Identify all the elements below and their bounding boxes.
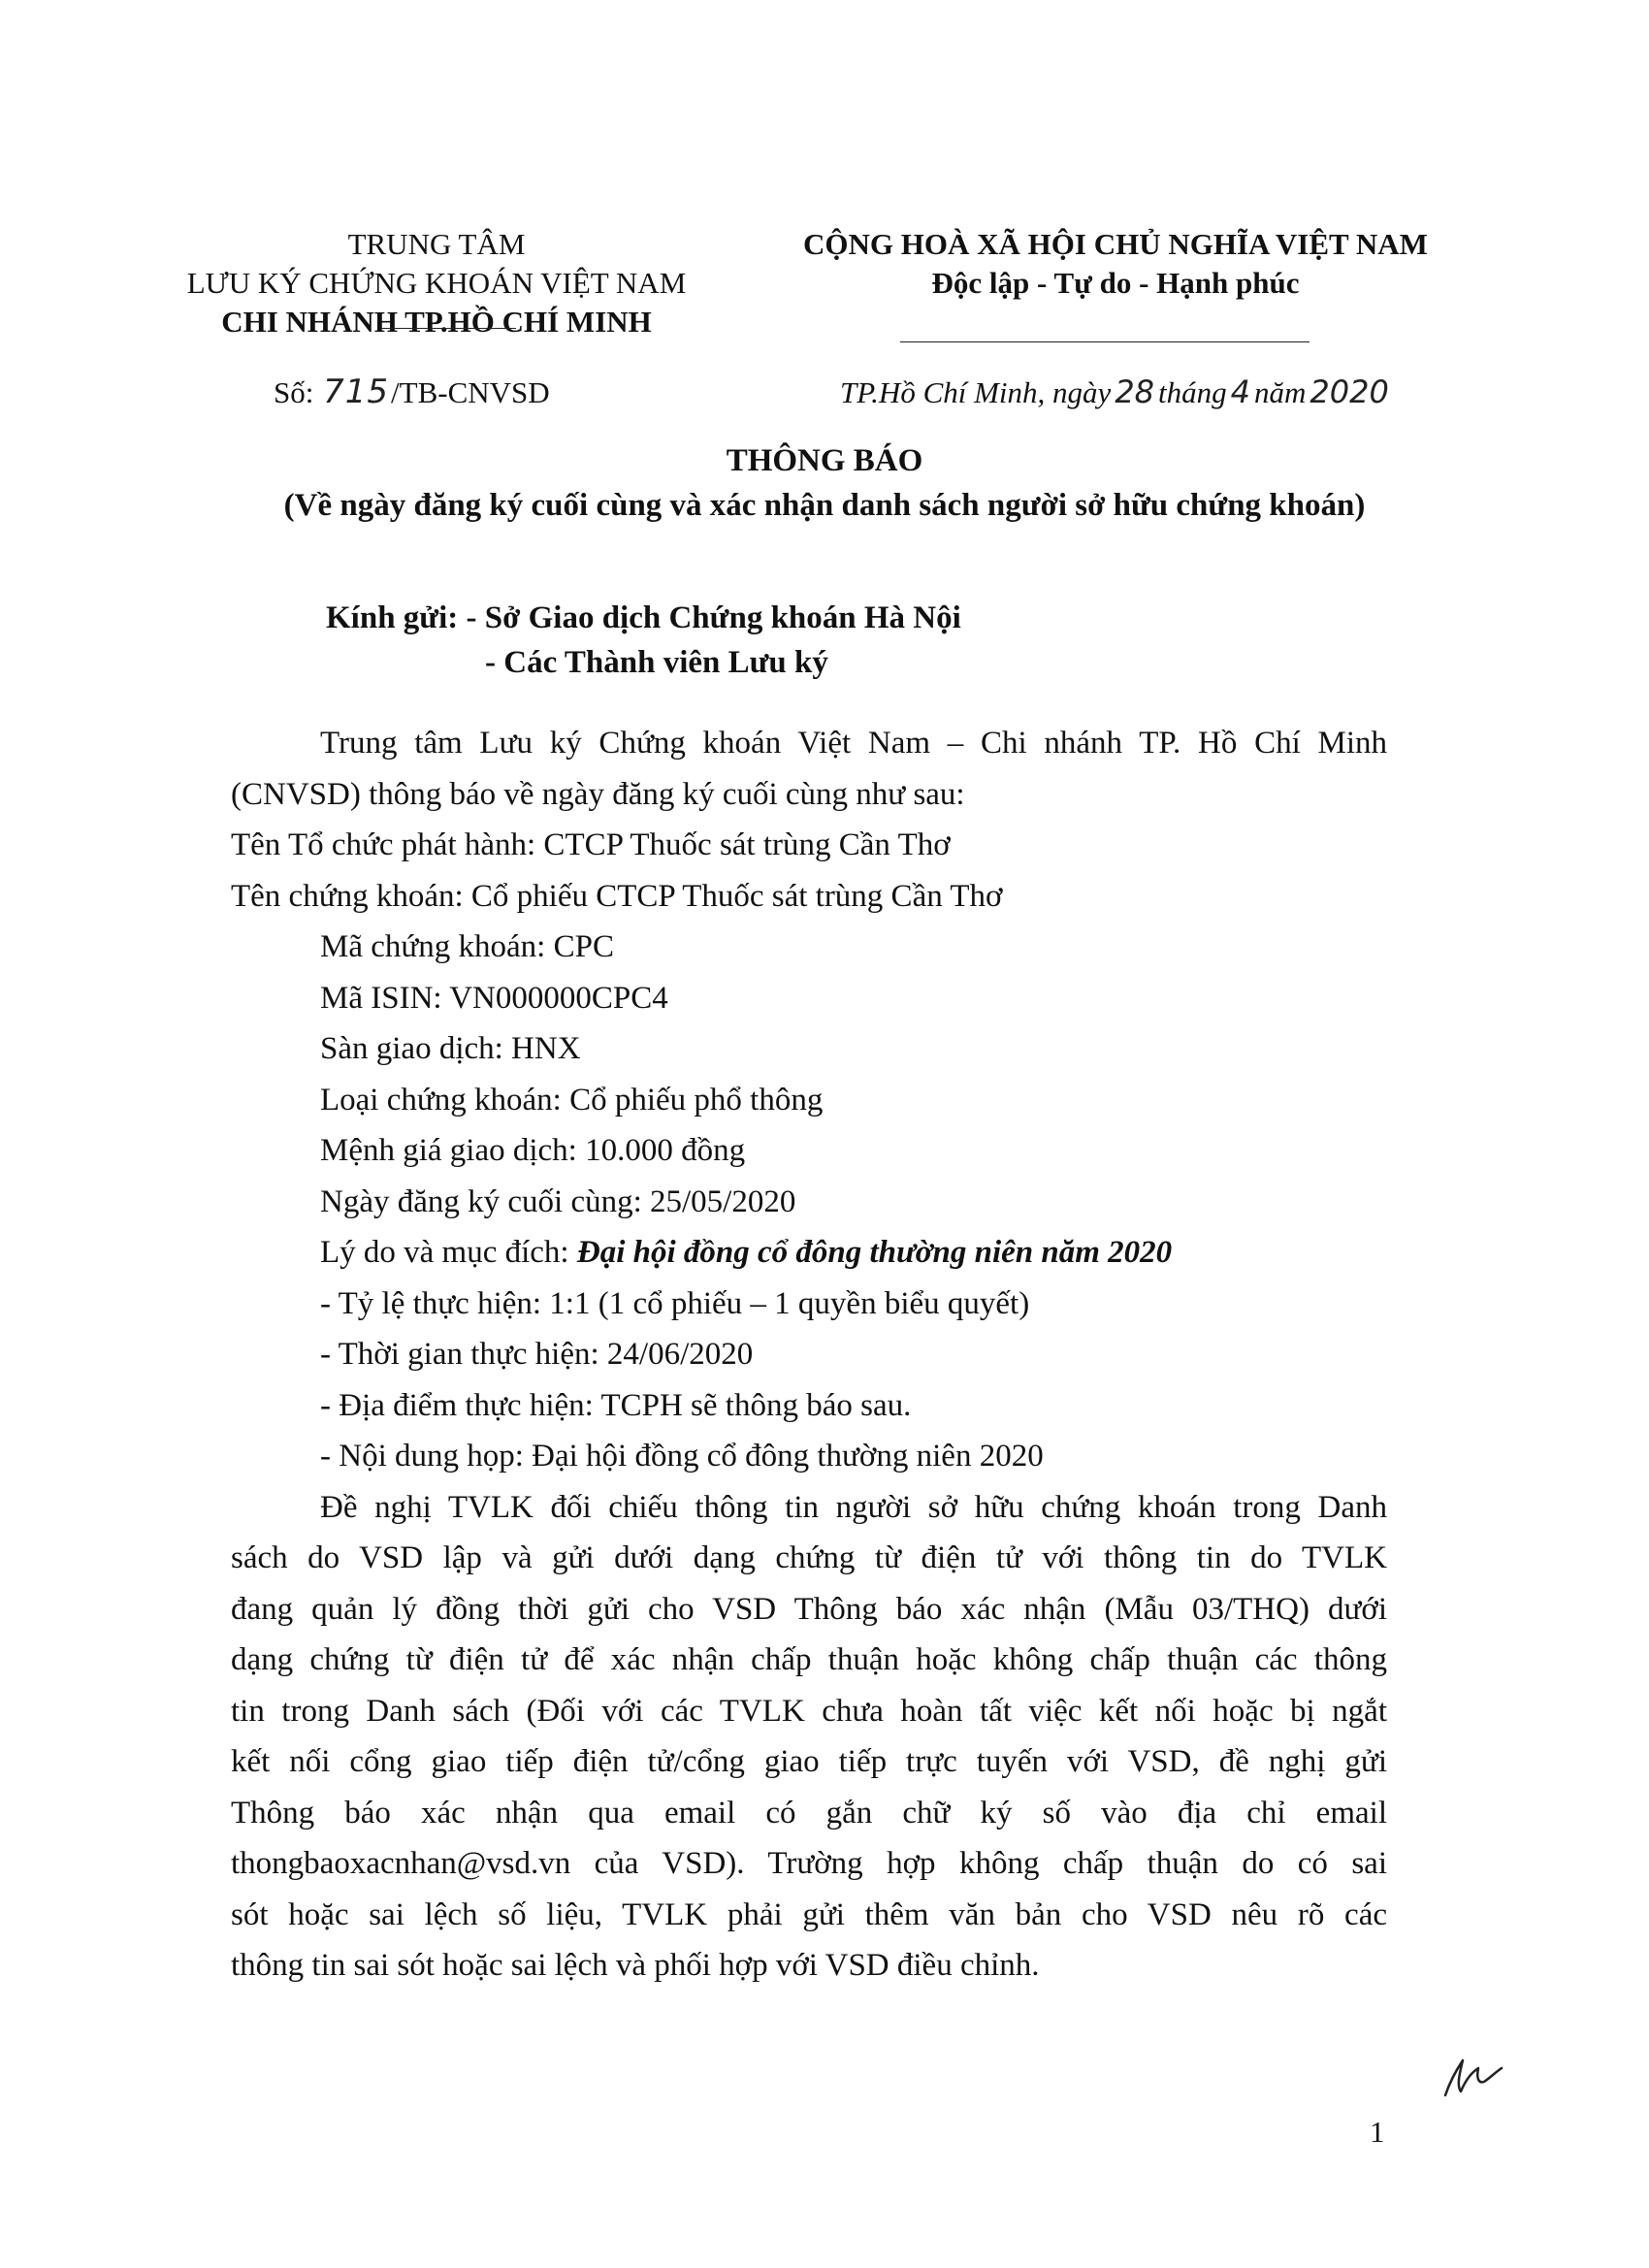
ratio-line: - Tỷ lệ thực hiện: 1:1 (1 cổ phiếu – 1 quyền biểu quyết) <box>320 1285 1030 1321</box>
date-year-label: năm <box>1254 375 1307 409</box>
date-day: 28 <box>1115 373 1155 410</box>
document-number <box>274 373 550 412</box>
reason-value: Đại hội đồng cổ đông thường niên năm 2020 <box>576 1235 1173 1270</box>
date-line <box>840 373 1393 412</box>
recipient-line-1: Kính gửi: - Sở Giao dịch Chứng khoán Hà Nội <box>326 600 961 635</box>
date-place: TP.Hồ Chí Minh, ngày <box>840 375 1112 409</box>
org-line-1: TRUNG TÂM <box>347 227 526 261</box>
security-type-line: Loại chứng khoán: Cổ phiếu phổ thông <box>320 1082 824 1118</box>
nation-line-2: Độc lập - Tự do - Hạnh phúc <box>931 266 1300 300</box>
date-month: 4 <box>1230 373 1251 410</box>
intro-line-2: (CNVSD) thông báo về ngày đăng ký cuối cùng như sau: <box>231 776 965 812</box>
docno-suffix: /TB-CNVSD <box>391 375 550 409</box>
page-number: 1 <box>1370 2115 1385 2149</box>
exchange-line: Sàn giao dịch: HNX <box>320 1031 581 1066</box>
paragraph-line: thongbaoxacnhan@vsd.vn của VSD). Trường hợp không chấp thuận do có sai <box>231 1846 1387 1881</box>
paragraph-line: sách do VSD lập và gửi dưới dạng chứng từ điện tử với thông tin do TVLK <box>231 1540 1387 1575</box>
title-main: THÔNG BÁO <box>726 443 923 478</box>
exec-date-line: - Thời gian thực hiện: 24/06/2020 <box>320 1337 754 1372</box>
issuing-organization <box>165 225 708 341</box>
intro-line-1: Trung tâm Lưu ký Chứng khoán Việt Nam – Chi nhánh TP. Hồ Chí Minh <box>320 726 1387 761</box>
paragraph-line: thông tin sai sót hoặc sai lệch và phối hợp với VSD điều chỉnh. <box>231 1948 1040 1983</box>
issuer-line: Tên Tổ chức phát hành: CTCP Thuốc sát trùng Cần Thơ <box>231 827 951 862</box>
security-code-line: Mã chứng khoán: CPC <box>320 929 614 964</box>
docno-handwritten-number: 715 <box>323 373 390 411</box>
title-sub: (Về ngày đăng ký cuối cùng và xác nhận danh sách người sở hữu chứng khoán) <box>283 488 1366 523</box>
paragraph-line: kết nối cổng giao tiếp điện tử/cổng giao tiếp trực tuyến với VSD, đề nghị gửi <box>231 1744 1387 1779</box>
paragraph-line: tin trong Danh sách (Đối với các TVLK chưa hoàn tất việc kết nối hoặc bị ngắt <box>231 1693 1387 1729</box>
org-underline <box>380 328 516 329</box>
paragraph-line: Thông báo xác nhận qua email có gắn chữ ký số vào địa chỉ email <box>231 1795 1387 1831</box>
reason-label: Lý do và mục đích: <box>320 1235 577 1270</box>
document-body <box>231 718 1387 1992</box>
paragraph-line: Đề nghị TVLK đối chiếu thông tin người sở hữu chứng khoán trong Danh <box>320 1489 1387 1525</box>
content-line: - Nội dung họp: Đại hội đồng cổ đông thường niên 2020 <box>320 1439 1044 1474</box>
recipient-line-2: - Các Thành viên Lưu ký <box>485 645 828 680</box>
reason-line <box>231 1227 1387 1279</box>
docno-prefix: Số: <box>274 375 314 409</box>
isin-line: Mã ISIN: VN000000CPC4 <box>320 980 668 1016</box>
record-date-line: Ngày đăng ký cuối cùng: 25/05/2020 <box>320 1183 796 1219</box>
motto-underline <box>900 341 1310 342</box>
date-year: 2020 <box>1310 373 1389 410</box>
paragraph-line: dạng chứng từ điện tử để xác nhận chấp thuận hoặc không chấp thuận các thông <box>231 1642 1387 1677</box>
paragraph-line: đang quản lý đồng thời gửi cho VSD Thông báo xác nhận (Mẫu 03/THQ) dưới <box>231 1591 1387 1627</box>
org-line-3: CHI NHÁNH TP.HỒ CHÍ MINH <box>221 305 652 339</box>
nation-line-1: CỘNG HOÀ XÃ HỘI CHỦ NGHĨA VIỆT NAM <box>803 227 1428 261</box>
national-motto <box>795 225 1436 303</box>
recipients <box>326 596 961 685</box>
venue-line: - Địa điểm thực hiện: TCPH sẽ thông báo sau. <box>320 1387 912 1423</box>
security-name-line: Tên chứng khoán: Cổ phiếu CTCP Thuốc sát trùng Cần Thơ <box>231 878 1003 914</box>
org-line-2: LƯU KÝ CHỨNG KHOÁN VIỆT NAM <box>186 266 687 300</box>
par-value-line: Mệnh giá giao dịch: 10.000 đồng <box>320 1133 746 1168</box>
date-month-label: tháng <box>1158 375 1227 409</box>
handwritten-initials-icon <box>1439 2049 1507 2107</box>
document-title <box>165 438 1484 528</box>
paragraph-line: sót hoặc sai lệch số liệu, TVLK phải gửi thêm văn bản cho VSD nêu rõ các <box>231 1896 1387 1932</box>
